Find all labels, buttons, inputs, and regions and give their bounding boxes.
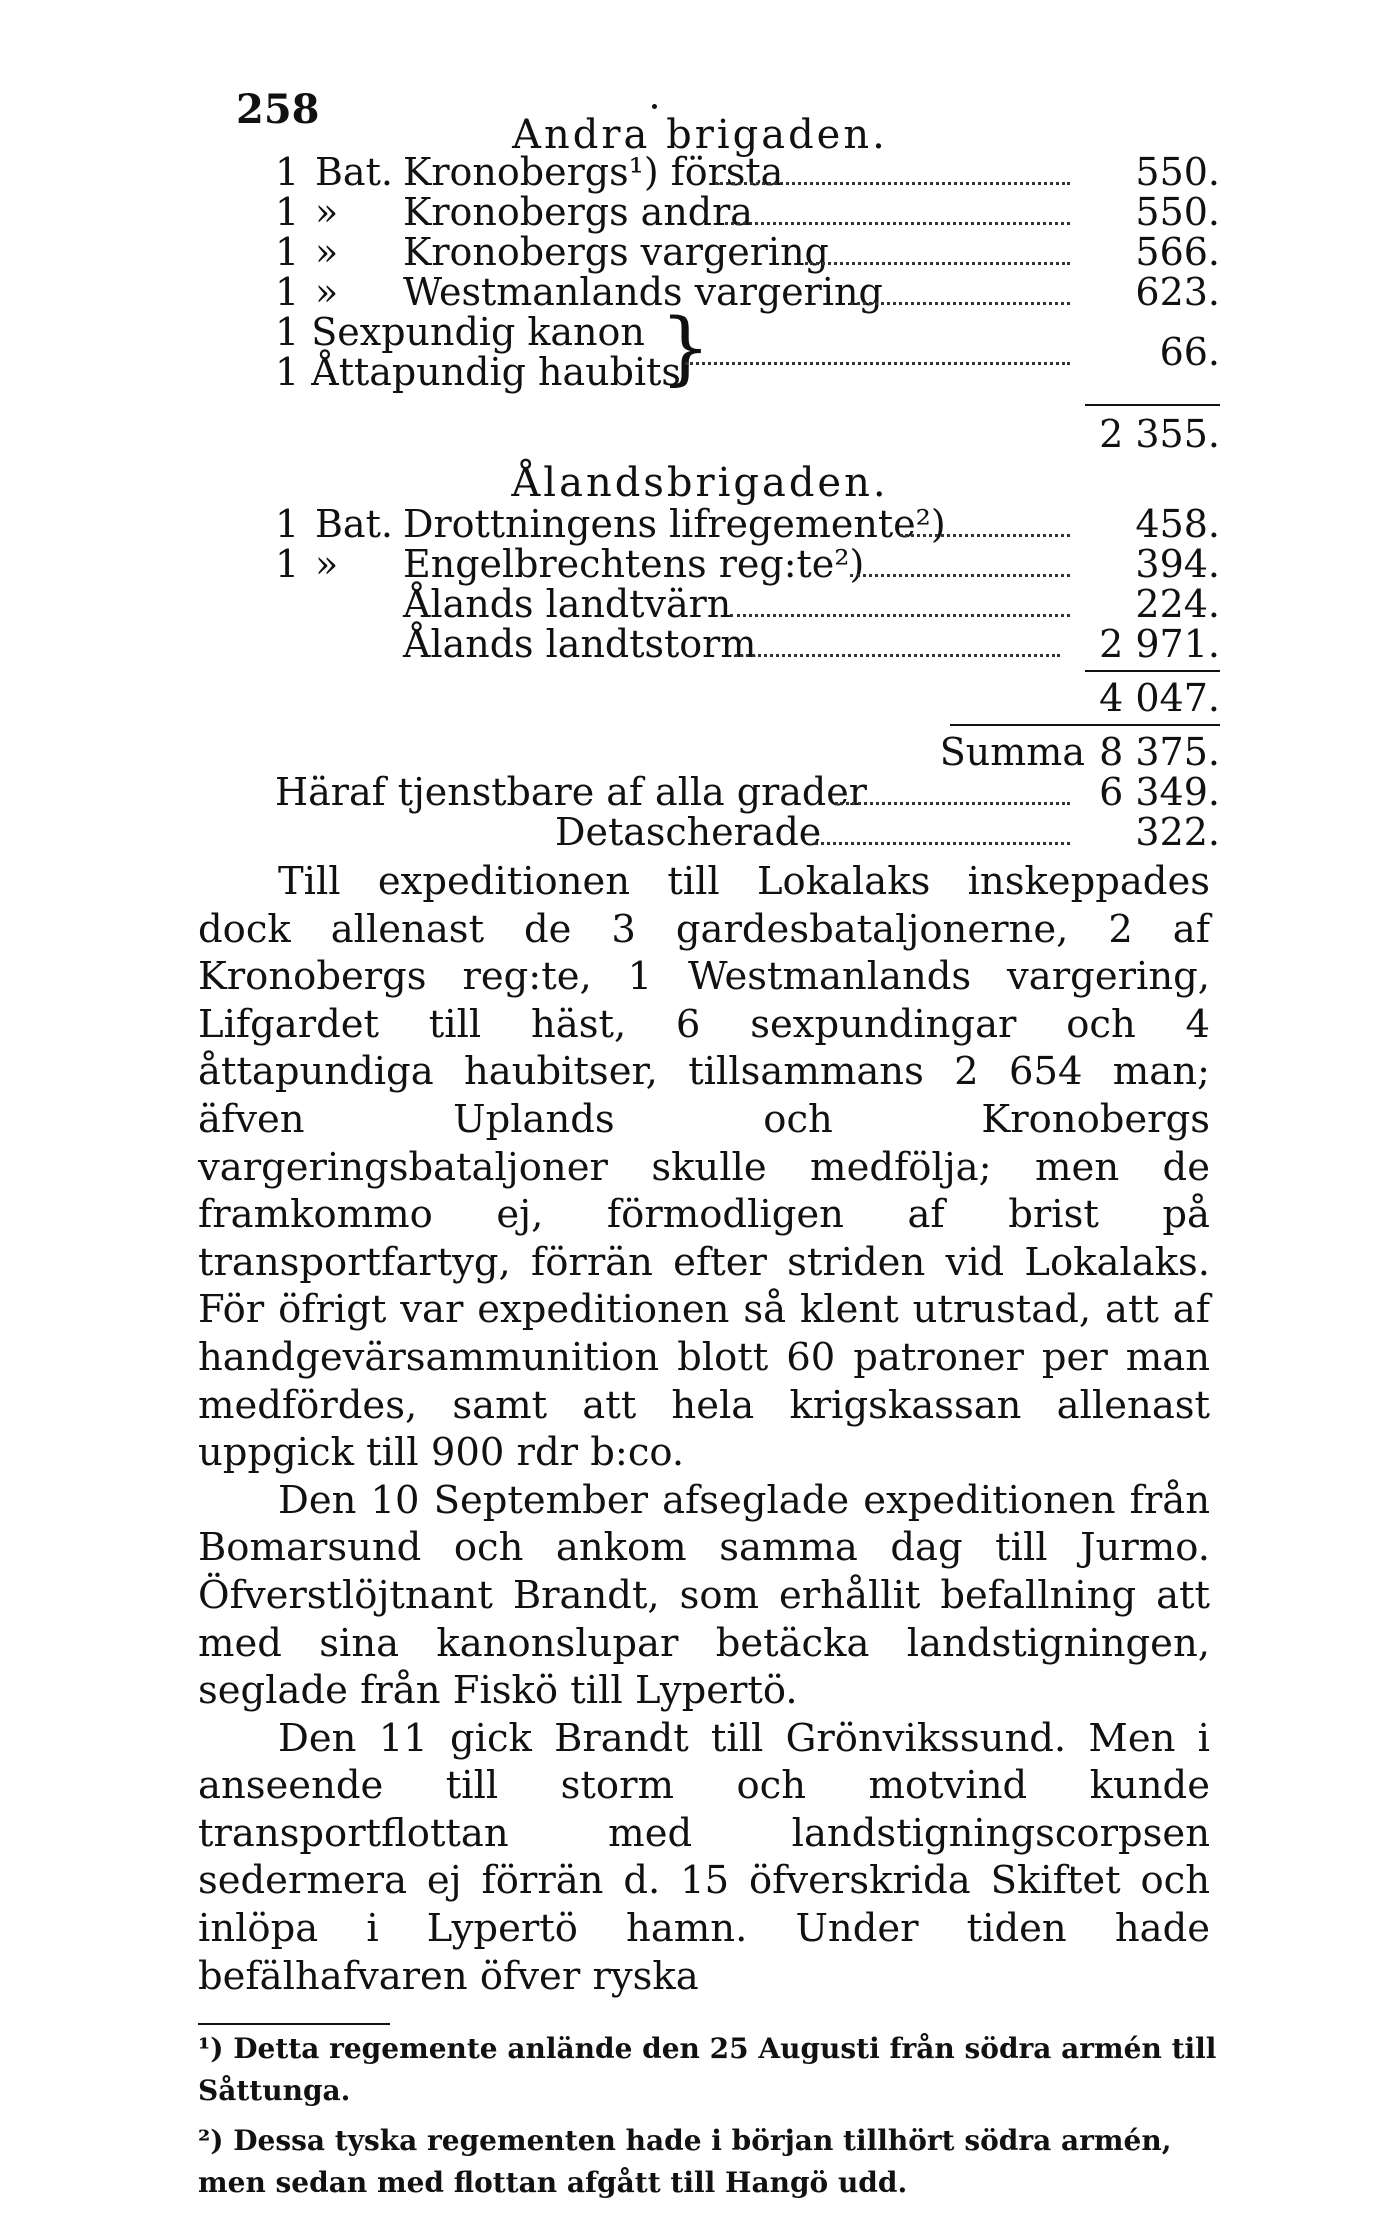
row-value: 550. [1135, 190, 1220, 234]
row-value: 6 349. [1099, 770, 1220, 814]
row-name: Detascherade [555, 810, 822, 854]
row-unit: » [315, 190, 339, 234]
footnote: ²) Dessa tyska regementen hade i början tillhört södra armén, men sedan med flottan afgått till Hangö udd. [198, 2124, 1172, 2199]
page-number: 258 [236, 86, 320, 133]
subtotal-value: 2 355. [1099, 412, 1220, 456]
row-name: Engelbrechtens reg:te²) [403, 542, 865, 586]
paragraph: Till expeditionen till Lokalaks inskeppades dock allenast de 3 gardesbataljonerne, 2 af Kronobergs reg:te, 1 Westmanlands vargering, Lifgardet till häst, 6 sexpundingar och 4 åttapundiga haubitser, tillsammans 2 654 man; äfven Uplands och Kronobergs vargeringsbataljoner skulle medfölja; men de framkommo ej, förmodligen af brist på transportfartyg, förrän efter striden vid Lokalaks. För öfrigt var expeditionen så klent utrustad, att af handgevärsammunition blott 60 patroner per man medfördes, samt att hela krigskassan allenast uppgick till 900 rdr b:co. [198, 859, 1210, 1476]
brace-icon: } [660, 301, 711, 394]
row-value: 550. [1135, 150, 1220, 194]
row-name: Ålands landtvärn [403, 582, 732, 626]
dot-leader [850, 302, 1070, 305]
row-count: 1 [275, 150, 300, 194]
row-value: 394. [1135, 542, 1220, 586]
summa-rule [950, 724, 1220, 726]
print-mark [652, 104, 657, 109]
row-name: Drottningens lifregemente²) [403, 502, 946, 546]
subtotal-row [275, 674, 1220, 722]
dot-leader [730, 614, 1070, 617]
footnote-rule [198, 2023, 390, 2025]
row-unit: Bat. [315, 150, 393, 194]
row-name: Kronobergs andra [403, 190, 753, 234]
row-count: 1 [275, 502, 300, 546]
dot-leader [715, 182, 1070, 185]
row-name: Kronobergs¹) första [403, 150, 784, 194]
dot-leader [850, 574, 1070, 577]
footnote: ¹) Detta regemente anlände den 25 Augusti från södra armén till Såttunga. [198, 2032, 1217, 2107]
row-name: Ålands landtstorm [403, 622, 757, 666]
dot-leader [900, 534, 1070, 537]
subtotal-row [275, 410, 1220, 458]
footnotes [198, 2028, 1218, 2212]
subtotal-rule [1085, 670, 1220, 672]
body-text [198, 858, 1210, 2000]
subtotal-value: 4 047. [1099, 676, 1220, 720]
dot-leader [835, 802, 1070, 805]
subtotal-rule [1085, 404, 1220, 406]
row-label: 1 Åttapundig haubits [275, 350, 681, 394]
row-name: Westmanlands vargering [403, 270, 883, 314]
row-unit: Bat. [315, 502, 393, 546]
table-row [275, 328, 1220, 376]
row-value: 224. [1135, 582, 1220, 626]
row-value: 2 971. [1099, 622, 1220, 666]
row-value: 322. [1135, 810, 1220, 854]
row-value: 66. [1159, 330, 1220, 374]
table-row [275, 620, 1220, 668]
brigade-heading-aland: Ålandsbrigaden. [511, 460, 889, 506]
summa-value: 8 375. [1099, 730, 1220, 774]
dot-leader [725, 222, 1070, 225]
row-name: Häraf tjenstbare af alla grader [275, 770, 867, 814]
row-value: 623. [1135, 270, 1220, 314]
row-count: 1 [275, 270, 300, 314]
row-count: 1 [275, 190, 300, 234]
row-label: 1 Sexpundig kanon [275, 310, 645, 354]
row-unit: » [315, 542, 339, 586]
row-count: 1 [275, 542, 300, 586]
row-count: 1 [275, 230, 300, 274]
brigade-heading-andra: Andra brigaden. [512, 112, 888, 158]
paragraph: Den 11 gick Brandt till Grönvikssund. Men i anseende till storm och motvind kunde transportflottan med landstigningscorpsen sedermera ej förrän d. 15 öfverskrida Skiftet och inlöpa i Lypertö hamn. Under tiden hade befälhafvaren öfver ryska [198, 1715, 1210, 1999]
paragraph: Den 10 September afseglade expeditionen från Bomarsund och ankom samma dag till Jurmo. Öfverstlöjtnant Brandt, som erhållit befallning att med sina kanonslupar betäcka landstigningen, seglade från Fiskö till Lypertö. [198, 1477, 1210, 1714]
summa-label: Summa [939, 730, 1085, 774]
row-unit: » [315, 230, 339, 274]
table-row [275, 808, 1220, 856]
row-unit: » [315, 270, 339, 314]
row-value: 458. [1135, 502, 1220, 546]
dot-leader [815, 842, 1070, 845]
row-name: Kronobergs vargering [403, 230, 829, 274]
dot-leader [735, 654, 1060, 657]
row-value: 566. [1135, 230, 1220, 274]
dot-leader [805, 262, 1070, 265]
dot-leader [685, 362, 1070, 365]
